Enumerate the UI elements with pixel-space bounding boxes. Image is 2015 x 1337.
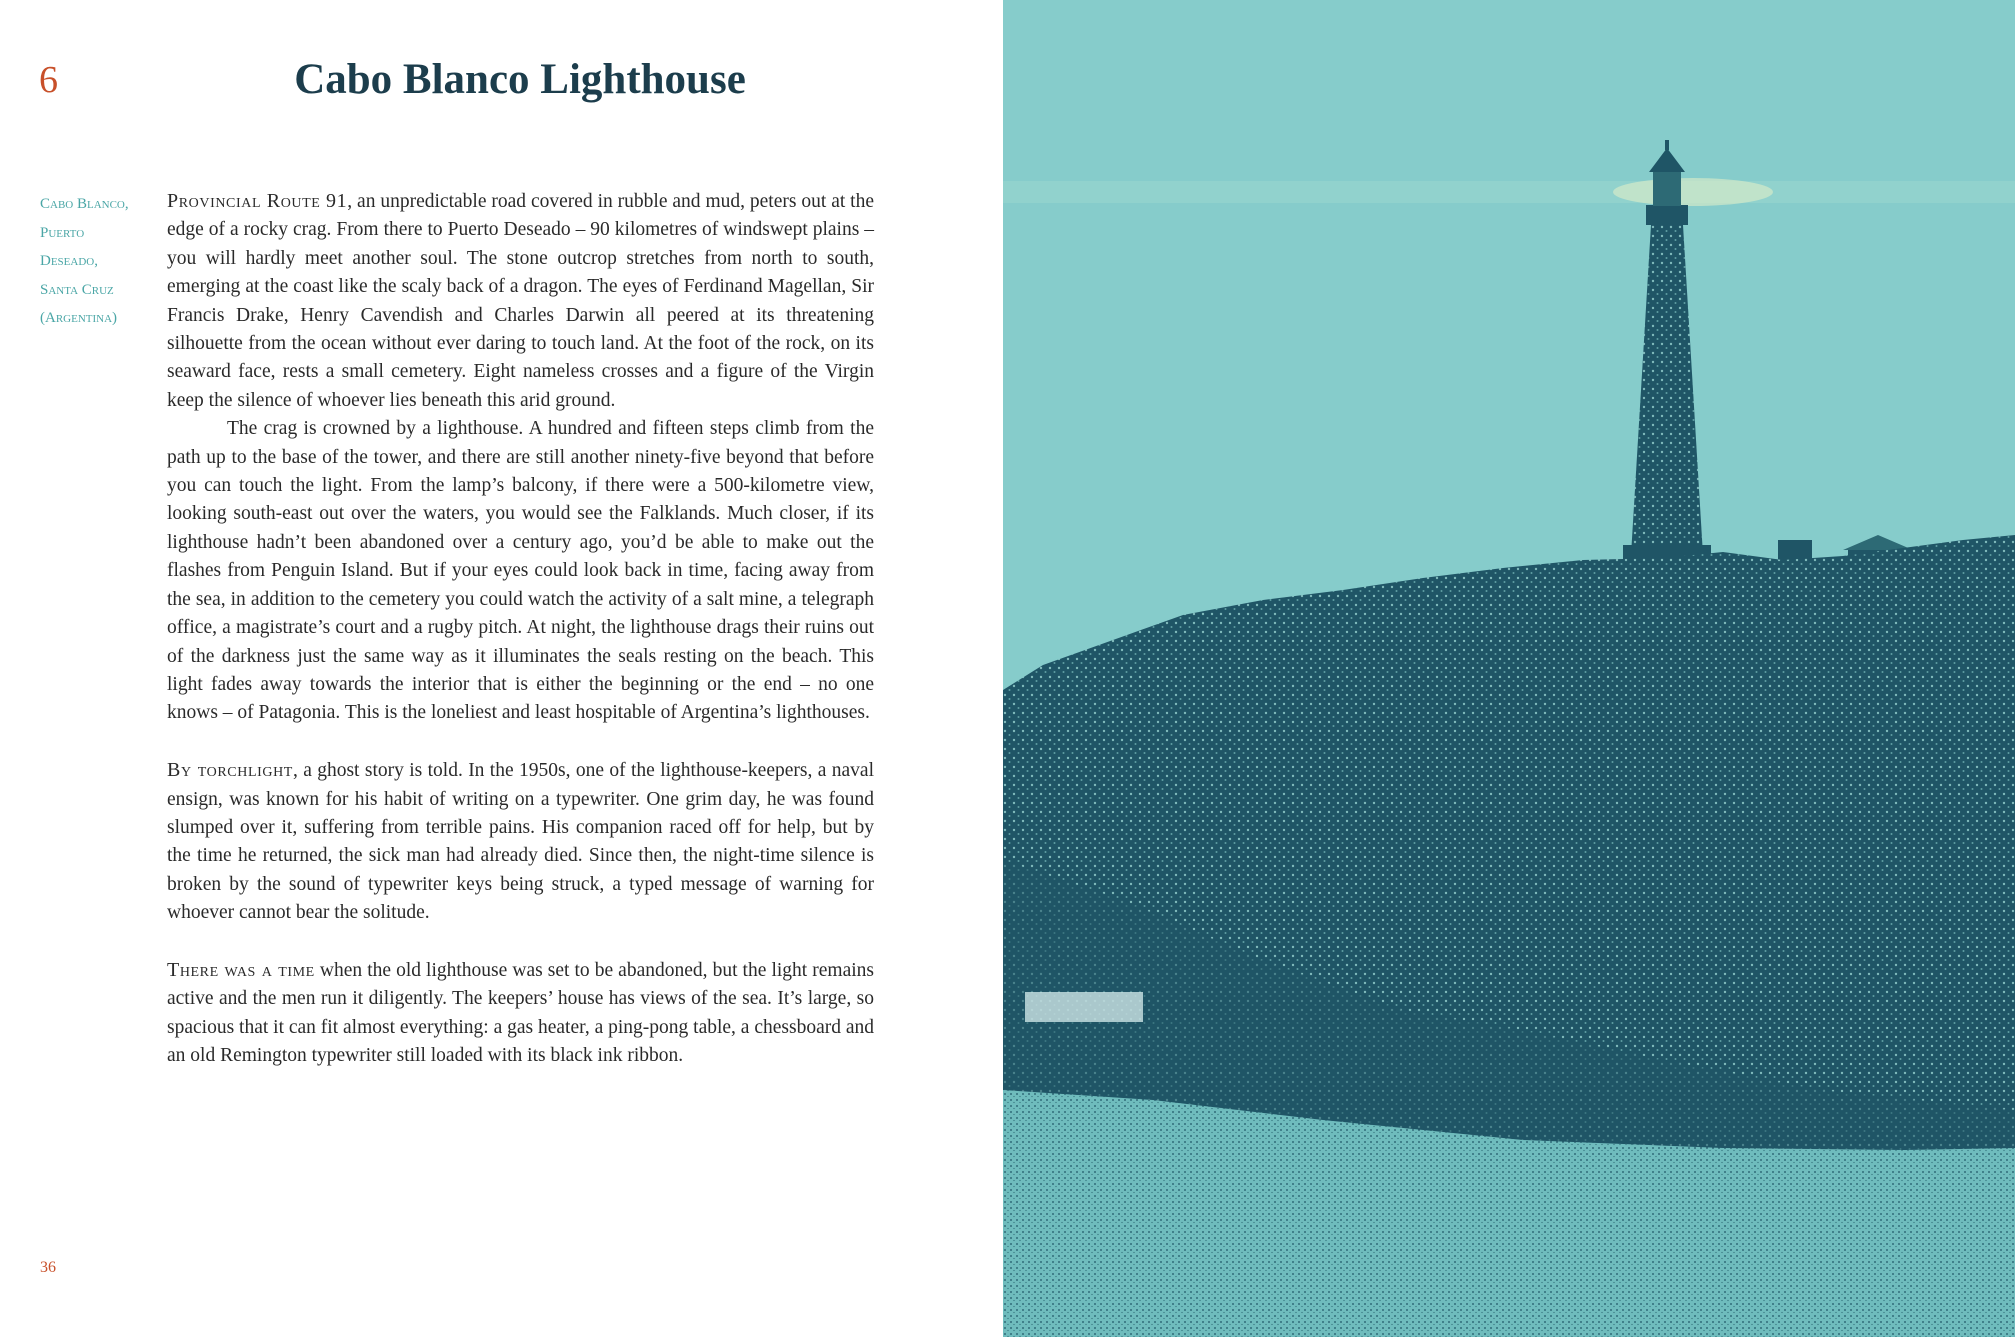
- location-sidebar: [40, 190, 152, 333]
- paragraph-text: when the old lighthouse was set to be abandoned, but the light remains active and the men run it diligently. The keepers’ house has views of the sea. It’s large, so spacious that it can fit almost everything: a gas heater, a ping-pong table, a chessboard and an old Remington typewriter still loaded with its black ink ribbon.: [167, 959, 874, 1067]
- paragraph-lead: There was a time: [167, 958, 315, 981]
- paragraph-text: The crag is crowned by a lighthouse. A hundred and fifteen steps climb from the path up to the base of the tower, and there are still another ninety-five beyond that before you can touch the light. From the lamp’s balcony, if there were a 500-kilometre view, looking south-east out over the waters, you would see the Falklands. Much closer, if its lighthouse hadn’t been abandoned over a century ago, you’d be able to make out the flashes from Penguin Island. But if your eyes could look back in time, facing away from the sea, in addition to the cemetery you could watch the activity of a salt mine, a telegraph office, a magistrate’s court and a rugby pitch. At night, the lighthouse drags their ruins out of the darkness just the same way as it illuminates the seals resting on the beach. This light fades away towards the interior that is either the beginning or the end – no one knows – of Patagonia. This is the loneliest and least hospitable of Argentina’s lighthouses.: [167, 418, 874, 724]
- paragraph: [167, 956, 874, 1071]
- article-body: [167, 187, 874, 1071]
- paragraph-lead: Provincial Route 91: [167, 190, 348, 212]
- page-number: 36: [40, 1259, 56, 1276]
- lighthouse-illustration: [1003, 0, 2015, 1337]
- lamp-glow: [1613, 178, 1773, 206]
- location-line: Santa Cruz: [40, 281, 114, 298]
- paragraph-text: , a ghost story is told. In the 1950s, one of the lighthouse-keepers, a naval ensign, was known for his habit of writing on a typewriter. One grim day, he was found slumped over it, suffering from terrible pains. His companion raced off for help, but by the time he returned, the sick man had already died. Since then, the night-time silence is broken by the sound of typewriter keys being struck, a typed message of warning for whoever cannot bear the solitude.: [167, 760, 874, 924]
- left-page: [0, 0, 1003, 1337]
- paragraph: [167, 756, 874, 927]
- right-page: [1003, 0, 2015, 1337]
- light-beam-band: [1003, 181, 2015, 203]
- chapter-number: 6: [39, 59, 58, 101]
- paragraph-lead: By torchlight: [167, 759, 293, 782]
- paragraph: [167, 415, 874, 727]
- location-line: Deseado,: [40, 253, 98, 269]
- paragraph: [167, 187, 874, 415]
- cemetery-wall: [1025, 992, 1143, 1022]
- location-line: Puerto: [40, 224, 85, 241]
- paragraph-text: , an unpredictable road covered in rubble and mud, peters out at the edge of a rocky crag. From there to Puerto Deseado – 90 kilometres of windswept plains – you will hardly meet another soul. The stone outcrop stretches from north to south, emerging at the coast like the scaly back of a dragon. The eyes of Ferdinand Magellan, Sir Francis Drake, Henry Cavendish and Charles Darwin all peered at its threatening silhouette from the ocean without ever daring to touch land. At the foot of the rock, on its seaward face, rests a small cemetery. Eight nameless crosses and a figure of the Virgin keep the silence of whoever lies beneath this arid ground.: [167, 191, 875, 411]
- location-line: Cabo Blanco,: [40, 196, 129, 212]
- location-line: (Argentina): [40, 310, 118, 326]
- chapter-title: Cabo Blanco Lighthouse: [294, 56, 746, 103]
